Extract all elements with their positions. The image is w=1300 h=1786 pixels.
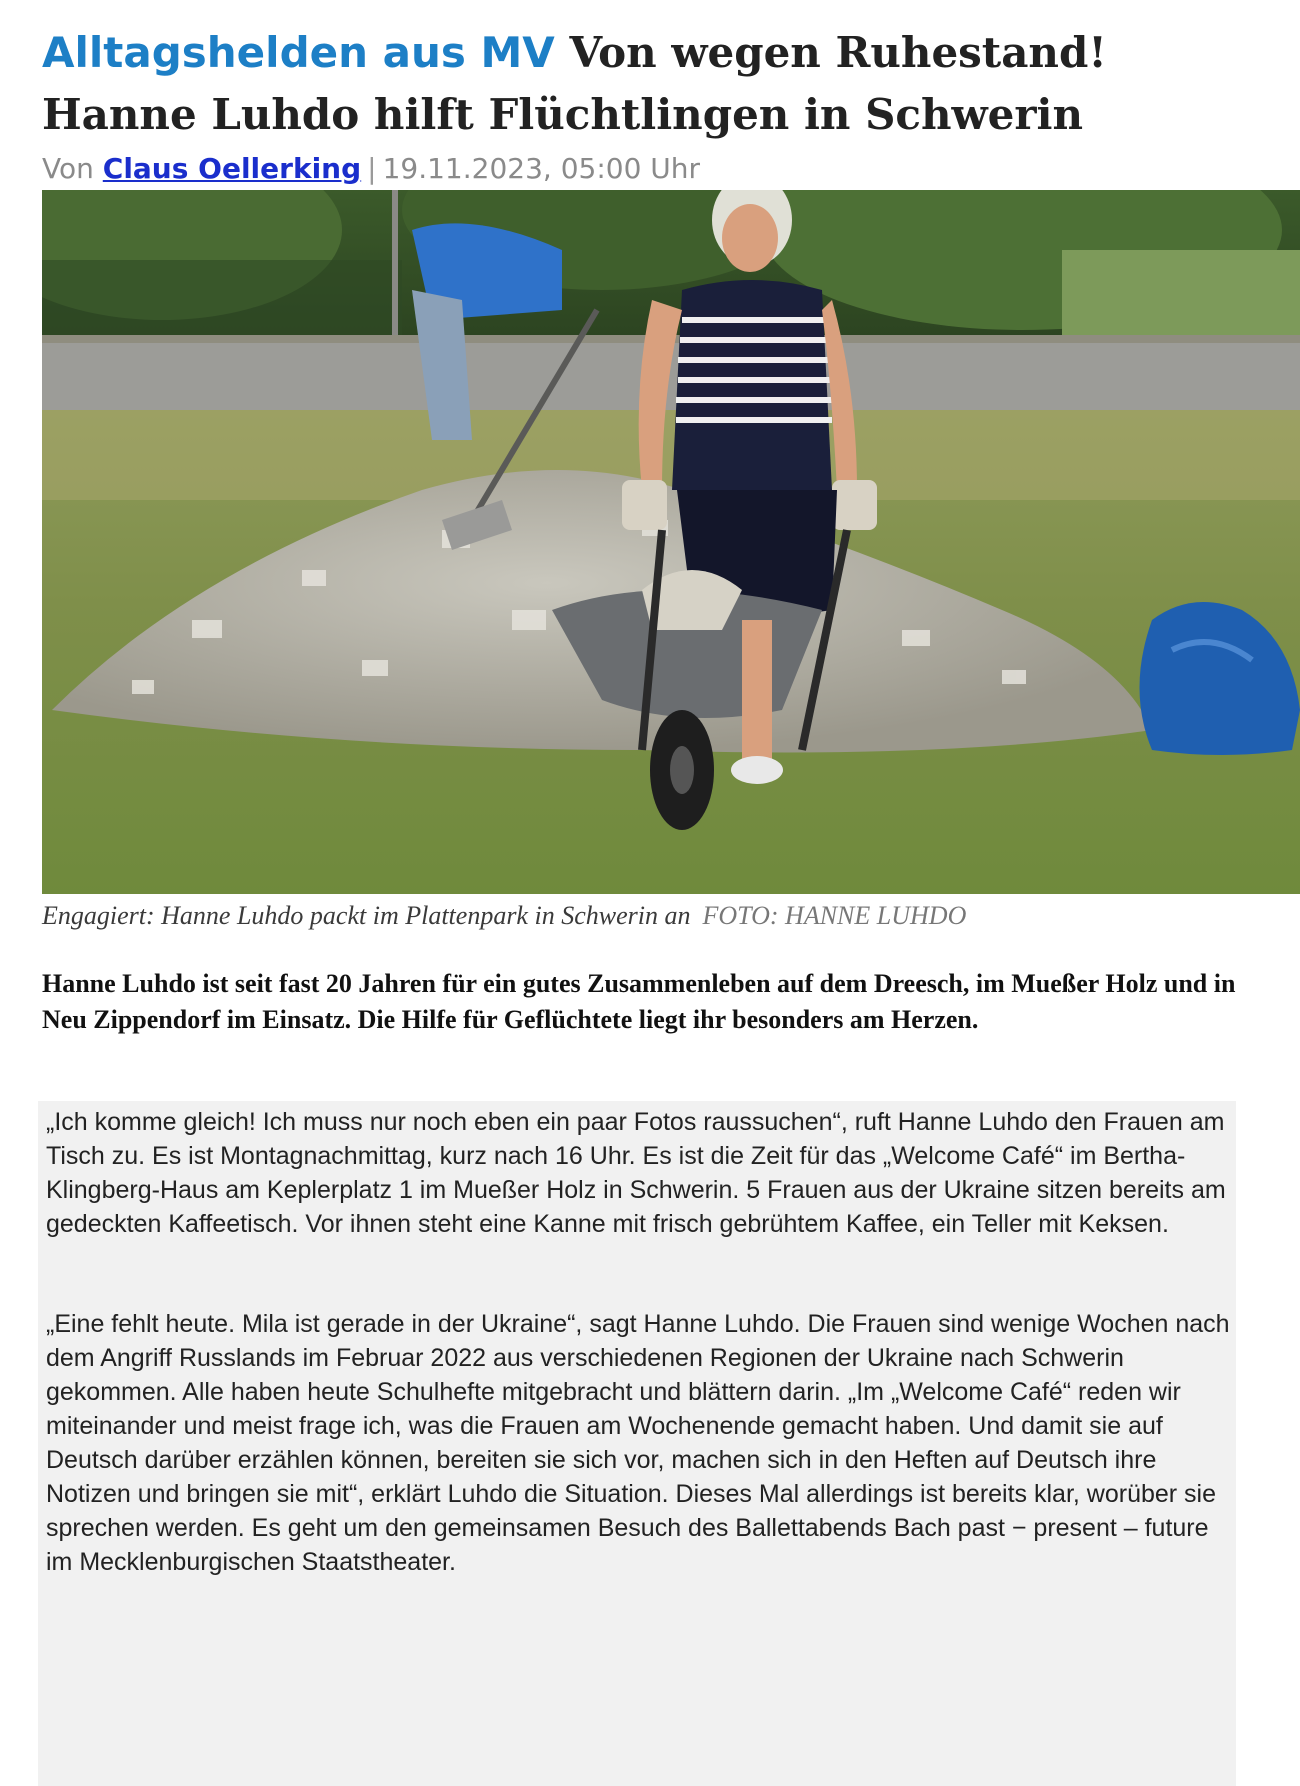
body-paragraph-2: „Eine fehlt heute. Mila ist gerade in der Ukraine“, sagt Hanne Luhdo. Die Frauen sind wenige Wochen nach dem Angriff Russlands im Februar 2022 aus verschiedenen Regionen der Ukraine nach Schwerin gekommen. Alle haben heute Schulhefte mitgebracht und blättern darin. „Im „Welcome Café“ reden wir miteinander und meist frage ich, was die Frauen am Wochenende gemacht haben. Und damit sie auf Deutsch darüber erzählen können, bereiten sie sich vor, machen sich in den Heften auf Deutsch ihre Notizen und bringen sie mit“, erklärt Luhdo die Situation. Dieses Mal allerdings ist bereits klar, worüber sie sprechen werden. Es geht um den gemeinsamen Besuch des Ballettabends Bach past − present – future im Mecklenburgischen Staatstheater.: [46, 1310, 1230, 1576]
article-body: [38, 1101, 1236, 1786]
photo-credit: FOTO: HANNE LUHDO: [702, 901, 967, 930]
lead-paragraph: Hanne Luhdo ist seit fast 20 Jahren für ein gutes Zusammenleben auf dem Dreesch, im Mueßer Holz und in Neu Zippendorf im Einsatz. Die Hilfe für Geflüchtete liegt ihr besonders am Herzen.: [42, 969, 1236, 1034]
body-paragraph-1: „Ich komme gleich! Ich muss nur noch eben ein paar Fotos raussuchen“, ruft Hanne Luhdo den Frauen am Tisch zu. Es ist Montagnachmittag, kurz nach 16 Uhr. Es ist die Zeit für das „Welcome Café“ im Bertha-Klingberg-Haus am Keplerplatz 1 im Mueßer Holz in Schwerin. 5 Frauen aus der Ukraine sitzen bereits am gedeckten Kaffeetisch. Vor ihnen steht eine Kanne mit frisch gebrühtem Kaffee, ein Teller mit Keksen.: [46, 1108, 1226, 1238]
photo-caption: [42, 898, 966, 934]
byline: [42, 150, 700, 188]
kicker[interactable]: Alltagshelden aus MV: [42, 28, 555, 77]
headline: [42, 22, 1272, 146]
byline-prefix: Von: [42, 152, 94, 185]
article-photo: [42, 190, 1300, 894]
author-link[interactable]: Claus Oellerking: [102, 152, 362, 185]
publish-datetime: 19.11.2023, 05:00 Uhr: [382, 152, 701, 185]
byline-separator: |: [367, 152, 377, 185]
caption-text: Engagiert: Hanne Luhdo packt im Plattenpark in Schwerin an: [42, 901, 691, 930]
article-title: Von wegen Ruhestand! Hanne Luhdo hilft Flüchtlingen in Schwerin: [42, 28, 1107, 139]
